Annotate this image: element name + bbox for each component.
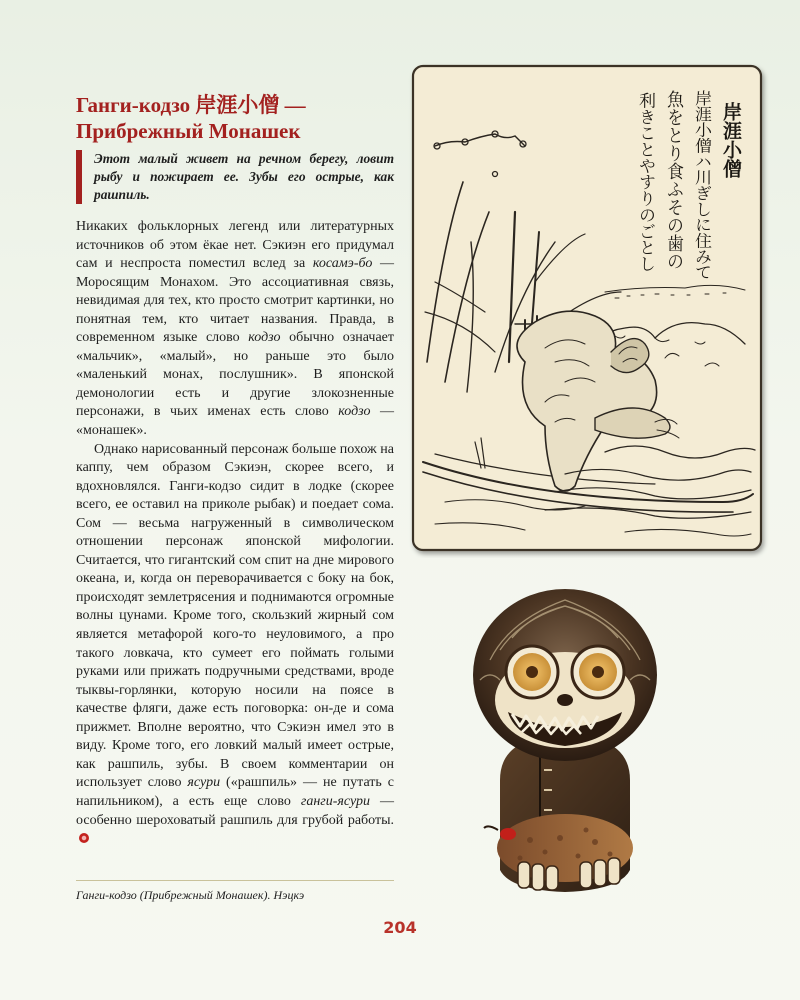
title-japanese: 岸涯小僧 xyxy=(195,93,280,117)
title-russian: Ганги-кодзо xyxy=(76,93,191,117)
p1-term-kodzo: кодзо xyxy=(248,330,281,346)
print-title-vertical: 岸涯小僧 xyxy=(720,102,742,178)
article-body xyxy=(76,218,394,849)
p1-term-kosame-bo: косамэ-бо xyxy=(312,256,373,272)
p2-text-b: («рашпиль» — не путать с напильником), а есть еще слово xyxy=(76,775,394,809)
p1-text-d: — «монашек». xyxy=(76,404,394,439)
print-text-column-3: 利きことやすりのごとし xyxy=(635,92,655,279)
epigraph-quote xyxy=(76,150,394,204)
figure-caption: Ганги-кодзо (Прибрежный Монашек). Нэцкэ xyxy=(76,888,305,902)
epigraph-text: Этот малый живет на речном берегу, ловит рыбу и пожирает ее. Зубы его острые, как рашпиль. xyxy=(94,151,394,202)
p2-text-c: — особенно шероховатый рашпиль для грубой работы. xyxy=(76,793,395,828)
article-title xyxy=(76,92,396,144)
p1-term-kodzo-2: кодзо xyxy=(338,404,371,420)
p2-term-yasuri: ясури xyxy=(187,775,221,791)
title-dash: — xyxy=(284,93,306,117)
netsuke-photo xyxy=(460,580,670,910)
title-translation: Прибрежный Монашек xyxy=(76,119,301,143)
print-text-column-1: 岸涯小僧ハ川ぎしに住みて xyxy=(691,90,711,294)
p2-text-a: Однако нарисованный персонаж больше похож на каппу, чем образом Сэкиэн, скорее всего, и вдохновлялся. Ганги-кодзо сидит в лодке (скорее всего, ее оставил на приколе рыбак) и поедает сома. Сом — весьма нагруженный в символическом отношении персонаж японской мифологии. Считается, что гигантский сом спит на дне мирового океана, и, когда он переворачивается с боку на бок, происходят землетрясения и поднимаются огромные волны цунами. Кроме того, скользкий жирный сом является метафорой кого-то неуловимого, а про такого ловкача, кто сумеет его поймать голыми руками или прижать подручными средствами, вроде тыквы-горлянки, которую носили на поясе в качестве фляги, даже есть поговорка: он-де и сома прижмет. Вполне вероятно, что Сэкиэн имел это в виду. Кроме того, его ловкий малый имеет острые, как рашпиль, зубы. В своем комментарии он использует слово xyxy=(76,441,394,791)
p1-text-a: Никаких фольклорных легенд или литературных источников об этом ёкае нет. Сэкиэн его придумал сам и неспроста поместил вслед за xyxy=(76,219,394,272)
page-number: 204 xyxy=(383,918,417,937)
woodblock-illustration xyxy=(405,62,769,558)
paragraph-1 xyxy=(76,218,394,441)
caption-divider xyxy=(76,880,394,881)
p1-text-c: обычно означает «мальчик», «малый», но раньше это было «маленький монах, послушник». В японской демонологии есть и другие злокозненные персонажи, в чьих именах есть слово xyxy=(76,330,395,420)
fish-eye xyxy=(500,828,516,840)
print-text-column-2: 魚をとり食ふその歯の xyxy=(663,90,683,260)
p1-text-b: — Моросящим Монахом. Это ассоциативная связь, невидимая для тех, кто просто смотрит картинки, но понятная тем, кто читает названия. Правда, в современном языке слово xyxy=(76,256,395,346)
p2-term-gangi-yasuri: ганги-ясури xyxy=(300,793,371,809)
paragraph-2 xyxy=(76,441,394,849)
end-of-article-icon xyxy=(79,833,89,843)
